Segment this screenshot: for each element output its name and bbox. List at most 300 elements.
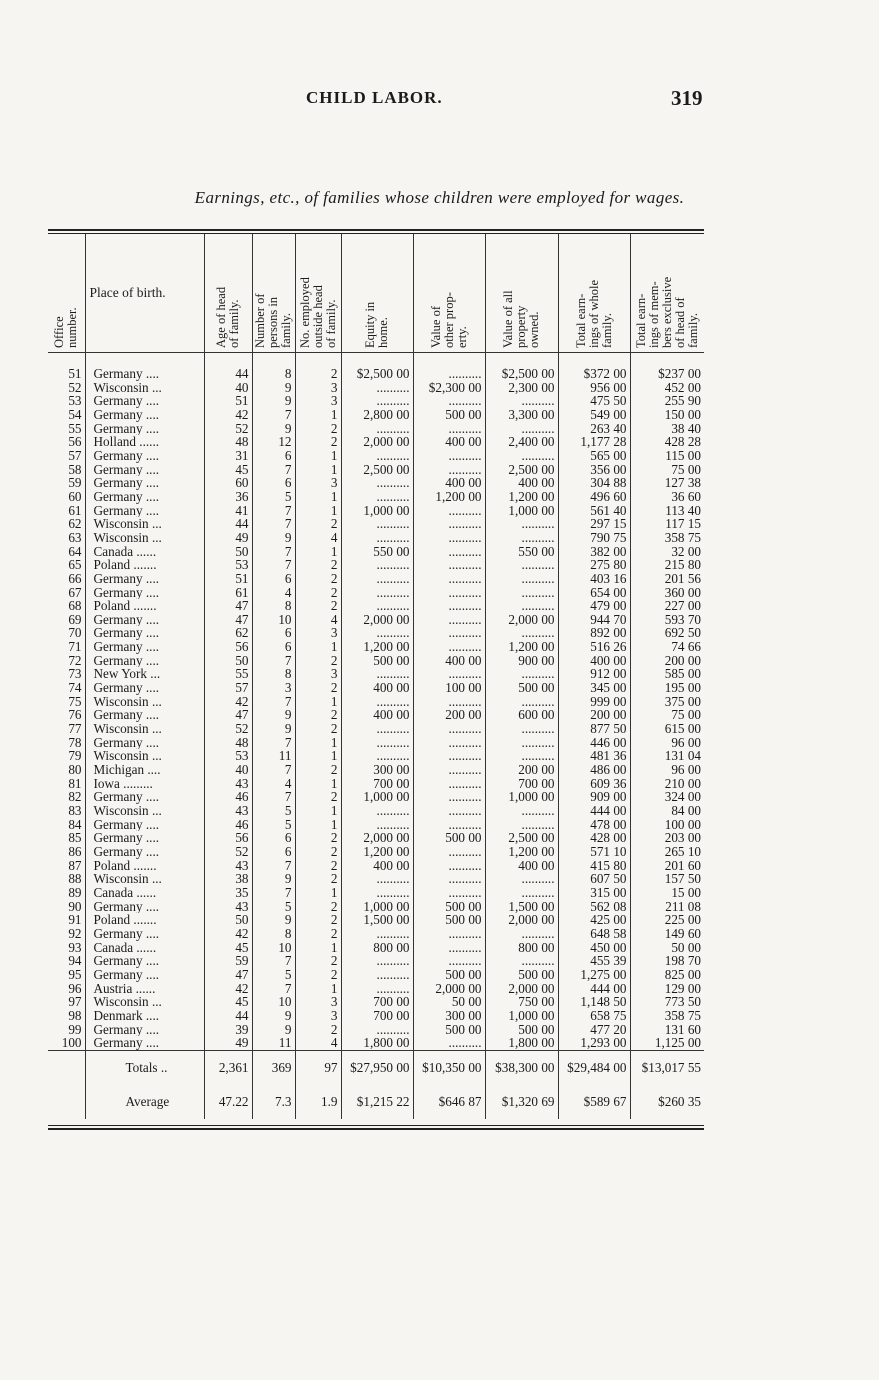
table-cell: 72 — [48, 654, 85, 668]
table-cell: 477 20 — [558, 1023, 630, 1037]
table-cell: 36 — [204, 490, 252, 504]
table-cell: $2,300 00 — [413, 381, 485, 395]
totals-cell: 97 — [295, 1050, 341, 1085]
table-cell: 1 — [295, 449, 341, 463]
table-cell: 4 — [252, 777, 295, 791]
table-cell: 100 00 — [413, 681, 485, 695]
table-row — [48, 790, 704, 804]
table-cell: Germany .... — [85, 504, 204, 518]
table-cell: 157 50 — [664, 872, 701, 886]
table-cell: 1,000 00 — [341, 790, 413, 804]
table-cell: 32 00 — [671, 544, 701, 559]
table-row — [48, 490, 704, 504]
table-cell: 55 — [48, 422, 85, 436]
column-header: Place of birth. — [85, 234, 204, 353]
table-cell: 55 — [204, 667, 252, 681]
table-cell: 1 — [295, 545, 341, 559]
table-cell: 65 — [48, 558, 85, 572]
table-cell: 1,000 00 — [485, 504, 558, 518]
table-cell: 96 00 — [671, 763, 701, 777]
table-cell: 10 — [252, 613, 295, 627]
table-cell: Germany .... — [85, 708, 204, 722]
table-cell: 315 00 — [558, 886, 630, 900]
table-cell: 9 — [252, 722, 295, 736]
table-cell: 80 — [48, 763, 85, 777]
table-cell: 500 00 — [413, 831, 485, 845]
table-cell: 565 00 — [558, 449, 630, 463]
table-cell: 9 — [252, 872, 295, 886]
table-row — [48, 913, 704, 927]
table-cell: 1 — [295, 886, 341, 900]
table-cell: 61 — [48, 504, 85, 518]
table-cell: 600 00 — [485, 708, 558, 722]
table-cell: 95 — [48, 968, 85, 982]
table-cell: 8 — [252, 667, 295, 681]
table-row — [48, 599, 704, 613]
table-row — [48, 558, 704, 572]
table-cell: 4 — [295, 1036, 341, 1050]
table-cell: 96 — [48, 982, 85, 996]
table-cell: .......... — [341, 626, 413, 640]
table-cell: 1 — [295, 982, 341, 996]
table-cell: 47 — [204, 599, 252, 613]
table-cell: 3 — [295, 381, 341, 395]
table-cell: 86 — [48, 845, 85, 859]
table-cell: 35 — [204, 886, 252, 900]
table-cell: .......... — [413, 695, 485, 709]
table-cell: 516 26 — [558, 640, 630, 654]
table-cell: .......... — [341, 736, 413, 750]
table-cell: 1,200 00 — [485, 845, 558, 859]
table-cell: 131 60 — [664, 1022, 701, 1037]
table-cell: 100 — [48, 1036, 85, 1050]
table-cell: 2,000 00 — [341, 435, 413, 449]
table-cell: 2 — [295, 845, 341, 859]
table-cell: 48 — [204, 435, 252, 449]
average-cell: $589 67 — [558, 1085, 630, 1119]
table-cell: 53 — [204, 558, 252, 572]
table-cell: 1 — [295, 804, 341, 818]
table-cell: 96 00 — [671, 735, 701, 750]
table-cell: 892 00 — [558, 626, 630, 640]
table-cell: 75 — [48, 695, 85, 709]
table-cell: 2 — [295, 599, 341, 613]
table-cell: 912 00 — [558, 667, 630, 681]
table-cell: 44 — [204, 1009, 252, 1023]
running-head: CHILD LABOR. — [306, 88, 443, 107]
table-cell: 5 — [252, 900, 295, 914]
table-cell: 195 00 — [664, 681, 701, 695]
table-cell: .......... — [413, 736, 485, 750]
table-cell: 75 00 — [671, 708, 701, 723]
table-cell: 73 — [48, 667, 85, 681]
table-cell: 425 00 — [558, 913, 630, 927]
table-cell: 52 — [204, 845, 252, 859]
table-cell: 400 00 — [413, 654, 485, 668]
table-cell: 4 — [295, 613, 341, 627]
table-cell: 1 — [295, 408, 341, 422]
table-cell: Germany .... — [85, 422, 204, 436]
table-cell: 57 — [48, 449, 85, 463]
table-cell: 43 — [204, 859, 252, 873]
table-cell: 1,800 00 — [341, 1036, 413, 1050]
table-cell: 773 50 — [664, 995, 701, 1009]
table-cell: .......... — [341, 872, 413, 886]
table-cell: 94 — [48, 954, 85, 968]
table-cell: 2,300 00 — [485, 381, 558, 395]
table-row — [48, 476, 704, 490]
table-cell: 825 00 — [664, 967, 701, 982]
table-cell: 585 00 — [664, 667, 701, 682]
table-cell: 11 — [252, 749, 295, 763]
table-cell: 9 — [252, 708, 295, 722]
table-cell: 7 — [252, 954, 295, 968]
table-cell: 500 00 — [485, 968, 558, 982]
table-cell: 3 — [295, 1009, 341, 1023]
table-cell: .......... — [413, 777, 485, 791]
table-cell: 475 50 — [558, 394, 630, 408]
totals-label: Totals .. — [85, 1050, 204, 1085]
table-cell: 549 00 — [558, 408, 630, 422]
table-cell: .......... — [341, 667, 413, 681]
table-cell: 66 — [48, 572, 85, 586]
table-cell: 6 — [252, 640, 295, 654]
table-cell: 8 — [252, 599, 295, 613]
table-cell: 53 — [204, 749, 252, 763]
average-cell: $1,215 22 — [341, 1085, 413, 1119]
table-cell: Poland ....... — [85, 599, 204, 613]
table-cell: 8 — [252, 353, 295, 381]
table-row — [48, 872, 704, 886]
table-cell: 52 — [204, 422, 252, 436]
table-cell: 593 70 — [664, 612, 701, 627]
table-cell: 700 00 — [341, 777, 413, 791]
table-cell: 1 — [295, 941, 341, 955]
table-cell: 62 — [48, 517, 85, 531]
table-cell: .......... — [485, 572, 558, 586]
table-cell: 2 — [295, 517, 341, 531]
table-cell: 415 80 — [558, 859, 630, 873]
table-cell: 500 00 — [413, 968, 485, 982]
table-cell: 400 00 — [341, 708, 413, 722]
table-cell: Wisconsin ... — [85, 804, 204, 818]
table-cell: 3 — [295, 626, 341, 640]
table-cell: 76 — [48, 708, 85, 722]
table-cell: 700 00 — [485, 777, 558, 791]
table-cell: .......... — [341, 449, 413, 463]
table-cell: .......... — [485, 394, 558, 408]
table-cell: 428 00 — [558, 831, 630, 845]
table-cell: 47 — [204, 708, 252, 722]
table-cell: Germany .... — [85, 927, 204, 941]
table-cell: .......... — [413, 463, 485, 477]
table-row — [48, 654, 704, 668]
table-cell: 53 — [48, 394, 85, 408]
average-cell: 1.9 — [295, 1085, 341, 1119]
column-header: Total earn- ings of mem- bers exclusive of head of family. — [630, 234, 704, 353]
table-cell: 2 — [295, 708, 341, 722]
totals-cell: 2,361 — [204, 1050, 252, 1085]
table-cell: .......... — [341, 476, 413, 490]
table-cell: 550 00 — [485, 545, 558, 559]
table-cell: 43 — [204, 804, 252, 818]
table-cell: Iowa ......... — [85, 777, 204, 791]
table-cell: 31 — [204, 449, 252, 463]
table-cell: 60 — [204, 476, 252, 490]
table-cell: 275 80 — [558, 558, 630, 572]
table-cell: 2,500 00 — [485, 831, 558, 845]
table-cell: 360 00 — [664, 585, 701, 600]
table-cell: 5 — [252, 490, 295, 504]
table-cell: 56 — [48, 435, 85, 449]
totals-row — [48, 1050, 704, 1085]
table-cell: 44 — [204, 517, 252, 531]
table-cell: 2 — [295, 435, 341, 449]
table-cell: .......... — [413, 1036, 485, 1050]
table-cell: 59 — [48, 476, 85, 490]
table-cell: Wisconsin ... — [85, 531, 204, 545]
table-cell: 49 — [204, 531, 252, 545]
table-cell: 81 — [48, 777, 85, 791]
totals-cell: $29,484 00 — [558, 1050, 630, 1085]
table-cell: 607 50 — [558, 872, 630, 886]
table-row — [48, 886, 704, 900]
table-cell: .......... — [341, 490, 413, 504]
page-number: 319 — [671, 86, 703, 110]
table-cell: .......... — [485, 927, 558, 941]
table-row — [48, 804, 704, 818]
table-cell: 358 75 — [664, 530, 701, 545]
table-cell: .......... — [341, 531, 413, 545]
table-cell: 7 — [252, 545, 295, 559]
table-cell: 444 00 — [558, 804, 630, 818]
table-cell: 750 00 — [485, 995, 558, 1009]
table-cell: 1 — [295, 504, 341, 518]
table-cell: 45 — [204, 995, 252, 1009]
table-row — [48, 422, 704, 436]
table-cell: Germany .... — [85, 900, 204, 914]
table-cell: .......... — [485, 695, 558, 709]
table-cell: .......... — [413, 422, 485, 436]
table-cell: 82 — [48, 790, 85, 804]
table-cell: 6 — [252, 449, 295, 463]
column-header: No. employed outside head of family. — [295, 234, 341, 353]
table-cell: .......... — [413, 818, 485, 832]
table-cell: .......... — [413, 572, 485, 586]
table-cell: .......... — [341, 749, 413, 763]
table-cell: 10 — [252, 941, 295, 955]
table-row — [48, 736, 704, 750]
table-cell: 2,800 00 — [341, 408, 413, 422]
table-cell: 42 — [204, 408, 252, 422]
table-cell: 7 — [252, 408, 295, 422]
table-row — [48, 463, 704, 477]
table-cell: 2 — [295, 353, 341, 381]
table-cell: 1 — [295, 463, 341, 477]
table-cell: 56 — [204, 831, 252, 845]
table-cell: .......... — [413, 545, 485, 559]
table-cell: .......... — [341, 599, 413, 613]
table-cell: 47 — [204, 613, 252, 627]
table-cell: 3 — [252, 681, 295, 695]
table-cell: 1,177 28 — [558, 435, 630, 449]
table-cell: 48 — [204, 736, 252, 750]
table-cell: .......... — [413, 954, 485, 968]
table-cell: 59 — [204, 954, 252, 968]
table-cell: 70 — [48, 626, 85, 640]
table-row — [48, 968, 704, 982]
table-cell: 2 — [295, 763, 341, 777]
table-cell: 43 — [204, 777, 252, 791]
table-cell: .......... — [413, 722, 485, 736]
table-cell: Germany .... — [85, 681, 204, 695]
table-cell: 40 — [204, 381, 252, 395]
table-cell: 227 00 — [664, 599, 701, 613]
table-cell: Germany .... — [85, 736, 204, 750]
table-row — [48, 859, 704, 873]
table-cell: 69 — [48, 613, 85, 627]
table-cell: 450 00 — [558, 941, 630, 955]
table-cell: .......... — [341, 722, 413, 736]
table-cell: 7 — [252, 654, 295, 668]
average-label: Average — [85, 1085, 204, 1119]
table-cell: 1 — [295, 777, 341, 791]
table-cell: 1,500 00 — [341, 913, 413, 927]
table-cell: 944 70 — [558, 613, 630, 627]
table-cell: 2 — [295, 586, 341, 600]
table-cell: 400 00 — [413, 476, 485, 490]
table-cell: 41 — [204, 504, 252, 518]
table-cell: 115 00 — [665, 448, 701, 463]
table-cell: 2 — [295, 968, 341, 982]
table-row — [48, 722, 704, 736]
table-cell: .......... — [485, 449, 558, 463]
table-cell: 215 80 — [664, 558, 701, 572]
table-cell: 7 — [252, 763, 295, 777]
table-cell: 84 — [48, 818, 85, 832]
table-cell: Germany .... — [85, 476, 204, 490]
table-cell: .......... — [413, 927, 485, 941]
table-row — [48, 626, 704, 640]
table-cell: 7 — [252, 695, 295, 709]
table-cell: 75 00 — [671, 462, 701, 477]
table-cell: 877 50 — [558, 722, 630, 736]
table-cell: .......... — [485, 954, 558, 968]
table-cell: 51 — [204, 394, 252, 408]
table-row — [48, 353, 704, 381]
average-cell: 7.3 — [252, 1085, 295, 1119]
table-cell: 452 00 — [664, 380, 701, 395]
table-cell: 1,200 00 — [485, 640, 558, 654]
table-cell: 149 60 — [664, 926, 701, 941]
table-cell: 200 00 — [664, 653, 701, 668]
table-row — [48, 1036, 704, 1050]
table-cell: 49 — [204, 1036, 252, 1050]
table-cell: .......... — [413, 353, 485, 381]
table-row — [48, 708, 704, 722]
table-cell: 3 — [295, 667, 341, 681]
table-cell: 9 — [252, 394, 295, 408]
table-cell: 77 — [48, 722, 85, 736]
table-cell: 6 — [252, 476, 295, 490]
table-cell: 1,200 00 — [341, 845, 413, 859]
table-cell: 54 — [48, 408, 85, 422]
table-cell: 7 — [252, 886, 295, 900]
table-cell: .......... — [413, 626, 485, 640]
table-cell: 1,125 00 — [654, 1036, 701, 1051]
table-row — [48, 695, 704, 709]
table-cell: Canada ...... — [85, 941, 204, 955]
table-cell: Wisconsin ... — [85, 995, 204, 1009]
table-cell: .......... — [485, 872, 558, 886]
table-cell: 7 — [252, 463, 295, 477]
table-cell: 700 00 — [341, 995, 413, 1009]
table-cell: 5 — [252, 804, 295, 818]
table-cell: 100 00 — [664, 817, 701, 832]
table-row — [48, 1009, 704, 1023]
average-cell: $260 35 — [658, 1093, 701, 1109]
table-cell: 51 — [204, 572, 252, 586]
table-cell: 800 00 — [341, 941, 413, 955]
table-cell: 481 36 — [558, 749, 630, 763]
table-row — [48, 818, 704, 832]
table-cell: 1 — [295, 695, 341, 709]
table-cell: 700 00 — [341, 1009, 413, 1023]
table-row — [48, 586, 704, 600]
table-cell: 263 40 — [558, 422, 630, 436]
table-row — [48, 845, 704, 859]
table-cell: 6 — [252, 626, 295, 640]
table-cell: 50 — [204, 654, 252, 668]
table-cell: Germany .... — [85, 968, 204, 982]
table-cell: .......... — [485, 586, 558, 600]
table-row — [48, 613, 704, 627]
table-cell: .......... — [413, 859, 485, 873]
table-cell: 300 00 — [341, 763, 413, 777]
table-cell: 5 — [252, 968, 295, 982]
table-cell: .......... — [413, 449, 485, 463]
table-cell: .......... — [413, 804, 485, 818]
totals-cell: $10,350 00 — [413, 1050, 485, 1085]
table-cell: 500 00 — [341, 654, 413, 668]
table-cell: .......... — [341, 695, 413, 709]
table-cell: 46 — [204, 790, 252, 804]
table-cell: .......... — [413, 640, 485, 654]
table-cell: 2,000 00 — [485, 913, 558, 927]
table-cell: 88 — [48, 872, 85, 886]
table-cell: 375 00 — [664, 694, 701, 709]
table-cell: 2,000 00 — [485, 982, 558, 996]
table-cell: 2 — [295, 422, 341, 436]
average-row — [48, 1085, 704, 1119]
table-cell: 500 00 — [413, 900, 485, 914]
table-cell: 400 00 — [558, 654, 630, 668]
table-cell: .......... — [341, 381, 413, 395]
table-cell: 60 — [48, 490, 85, 504]
table-row — [48, 545, 704, 559]
totals-cell: 369 — [252, 1050, 295, 1085]
table-cell: 56 — [204, 640, 252, 654]
table-cell: 2,500 00 — [485, 463, 558, 477]
table-row — [48, 927, 704, 941]
table-cell: 1 — [295, 640, 341, 654]
table-cell: .......... — [485, 531, 558, 545]
table-cell: 7 — [252, 517, 295, 531]
column-header: Equity in home. — [341, 234, 413, 353]
table-cell: Poland ....... — [85, 558, 204, 572]
table-cell: 1,200 00 — [413, 490, 485, 504]
table-cell: 200 00 — [485, 763, 558, 777]
